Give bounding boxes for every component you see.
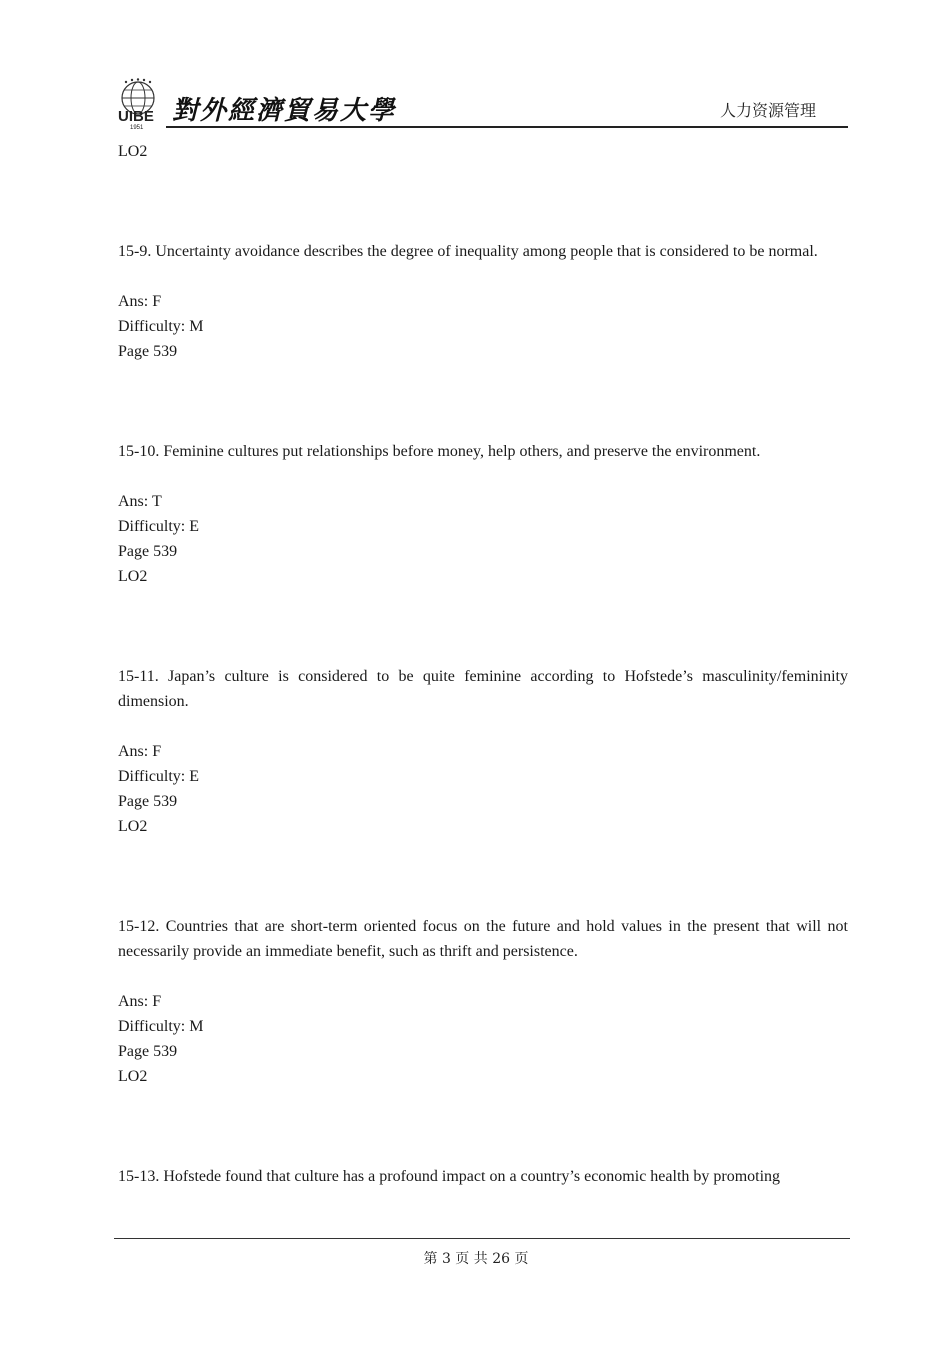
lo-15-12: LO2	[118, 1068, 148, 1085]
header-rule	[166, 126, 848, 128]
page-number: 第 3 页 共 26 页	[423, 1251, 529, 1267]
answer-15-9: Ans: F	[118, 293, 162, 310]
difficulty-15-11: Difficulty: E	[118, 768, 200, 785]
page-ref-15-9: Page 539	[118, 343, 178, 360]
answer-15-10: Ans: T	[118, 493, 162, 510]
page-ref-15-11: Page 539	[118, 793, 178, 810]
university-logo-icon	[114, 78, 170, 130]
answer-15-12: Ans: F	[118, 993, 162, 1010]
difficulty-15-9: Difficulty: M	[118, 318, 204, 335]
question-15-9: 15-9. Uncertainty avoidance describes the degree of inequality among people that is considered to be normal.	[118, 243, 818, 260]
page-ref-15-10: Page 539	[118, 543, 178, 560]
lo-15-11: LO2	[118, 818, 148, 835]
footer-rule	[114, 1238, 850, 1239]
course-title: 人力资源管理	[719, 101, 816, 120]
answer-15-11: Ans: F	[118, 743, 162, 760]
question-15-11: 15-11. Japan’s culture is considered to be quite feminine according to Hofstede’s masculinity/femininity dimension.	[118, 668, 848, 710]
svg-text:1951: 1951	[130, 125, 144, 130]
svg-text:UIBE: UIBE	[118, 108, 154, 125]
difficulty-15-12: Difficulty: M	[118, 1018, 204, 1035]
difficulty-15-10: Difficulty: E	[118, 518, 200, 535]
question-15-10: 15-10. Feminine cultures put relationships before money, help others, and preserve the environment.	[118, 443, 761, 460]
page-ref-15-12: Page 539	[118, 1043, 178, 1060]
question-15-13: 15-13. Hofstede found that culture has a profound impact on a country’s economic health by promoting	[118, 1168, 781, 1185]
page-header	[114, 78, 848, 130]
page-content	[118, 139, 848, 1189]
lo-label: LO2	[118, 143, 148, 160]
university-name: 對外經濟貿易大學	[172, 96, 397, 126]
lo-15-10: LO2	[118, 568, 148, 585]
question-15-12: 15-12. Countries that are short-term oriented focus on the future and hold values in the present that will not necessarily provide an immediate benefit, such as thrift and persistence.	[118, 918, 848, 960]
